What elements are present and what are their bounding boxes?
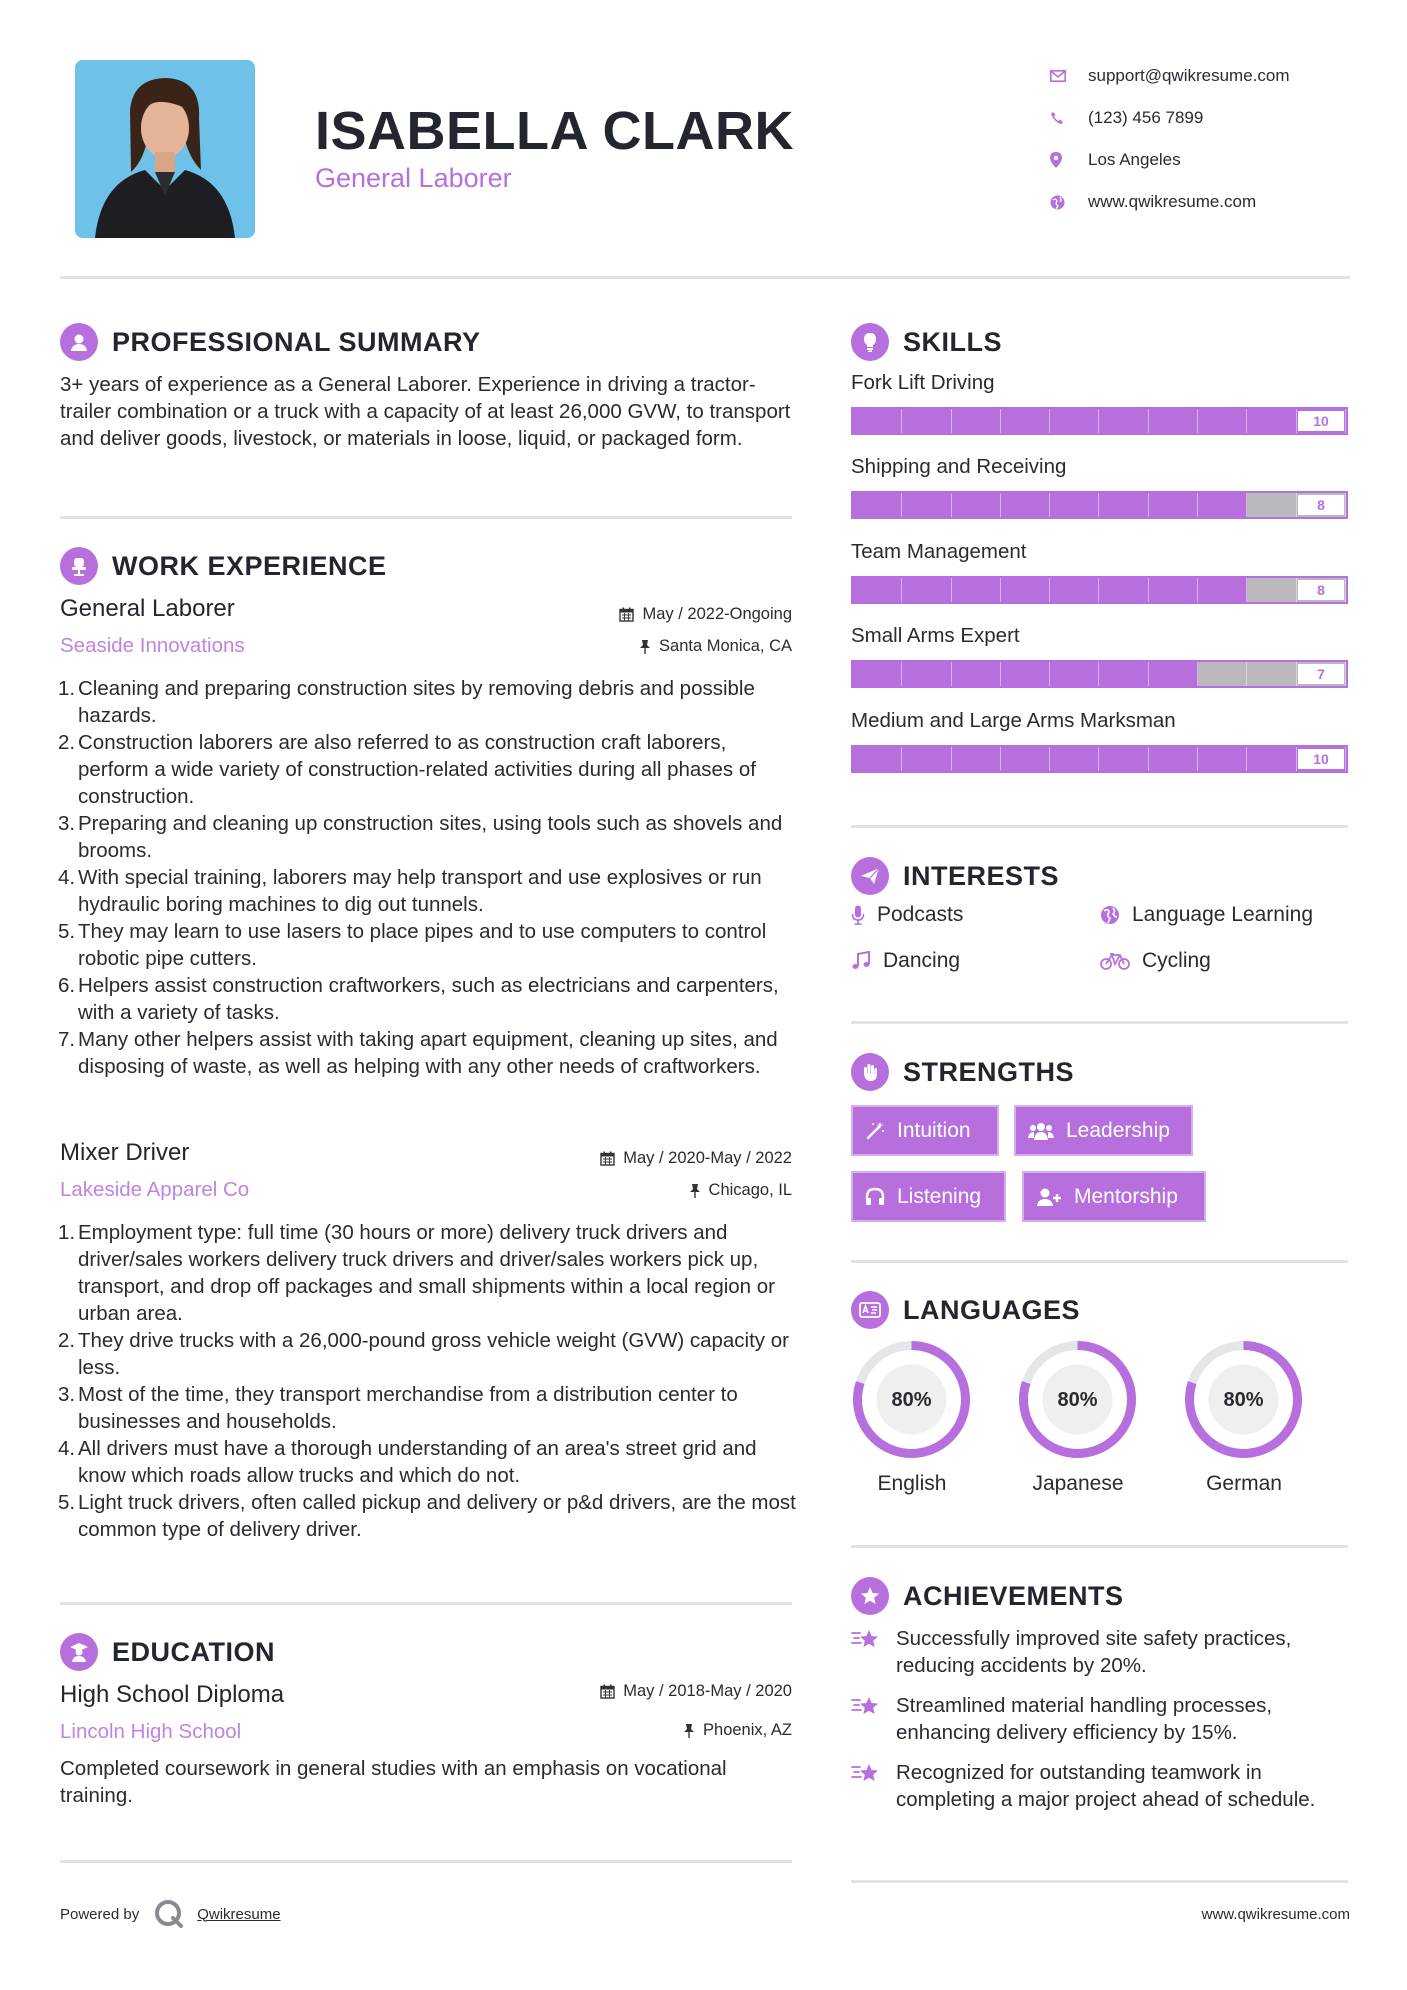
skill-bar-segment xyxy=(902,747,951,771)
skill-bar-segment xyxy=(1050,747,1099,771)
skill-bar-segment xyxy=(1001,493,1050,517)
skill-bar-segment xyxy=(1149,662,1198,686)
raised-hand-icon xyxy=(851,1053,889,1091)
job-title: Mixer Driver xyxy=(60,1139,190,1166)
language-name: English xyxy=(877,1472,947,1495)
contact-list xyxy=(1050,55,1380,223)
skill-level: 8 xyxy=(1298,495,1344,515)
skill-bar-segment xyxy=(1247,747,1296,771)
language-percent: 80% xyxy=(891,1389,932,1411)
interest-cycling: Cycling xyxy=(1100,949,1211,973)
skill-bar-segment xyxy=(1247,662,1296,686)
job-location: Chicago, IL xyxy=(532,1181,792,1200)
language-percent: 80% xyxy=(1223,1389,1264,1411)
skill-bar xyxy=(851,745,1348,773)
skill-bar-segment xyxy=(853,578,902,602)
skill-bar-segment xyxy=(1001,662,1050,686)
list-item: 4. All drivers must have a thorough understanding of an area's street grid and know which roads allow trucks and which do not. xyxy=(58,1437,757,1487)
skill-bar-segment xyxy=(1001,409,1050,433)
job-duties xyxy=(60,1219,800,1543)
strength-mentorship: Mentorship xyxy=(1022,1171,1206,1222)
contact-location xyxy=(1050,139,1380,181)
powered-by-text: Powered by xyxy=(60,1905,140,1923)
calendar-icon xyxy=(600,1684,615,1699)
skill-bar-segment xyxy=(1247,409,1296,433)
interest-language-learning: Language Learning xyxy=(1100,903,1313,927)
skill-bar-segment xyxy=(952,409,1001,433)
magic-wand-icon xyxy=(865,1121,885,1141)
education-school: Lincoln High School xyxy=(60,1720,242,1743)
skill-bar-segment xyxy=(853,493,902,517)
list-item: 7. Many other helpers assist with taking apart equipment, cleaning up sites, and disposing of waste, as well as helping with any other needs of craftworkers. xyxy=(58,1028,778,1078)
candidate-name: ISABELLA CLARK xyxy=(315,101,794,161)
skill-bar-segment xyxy=(1099,493,1148,517)
job-company: Lakeside Apparel Co xyxy=(60,1178,250,1201)
calendar-icon xyxy=(600,1151,615,1166)
skill-bar-segment xyxy=(1198,747,1247,771)
summary-heading: PROFESSIONAL SUMMARY xyxy=(60,323,481,361)
list-item: 5. Light truck drivers, often called pickup and delivery or p&d drivers, are the most common type of delivery driver. xyxy=(58,1491,796,1541)
shooting-star-icon xyxy=(851,1759,896,1813)
language-ring xyxy=(849,1337,974,1467)
list-item: 5. They may learn to use lasers to place pipes and to use computers to control robotic pipe cutters. xyxy=(58,920,767,970)
skill-bar-segment xyxy=(952,493,1001,517)
list-item: 3. Most of the time, they transport merchandise from a distribution center to businesses and households. xyxy=(58,1383,738,1433)
list-item: 2. Construction laborers are also referred to as construction craft laborers, perform a wide variety of construction-related activities during all phases of construction. xyxy=(58,731,756,808)
education-text: Completed coursework in general studies with an emphasis on vocational training. xyxy=(60,1757,727,1807)
qwikresume-logo-icon xyxy=(153,1898,185,1930)
list-item: 2. They drive trucks with a 26,000-pound gross vehicle weight (GVW) capacity or less. xyxy=(58,1329,789,1379)
education-degree: High School Diploma xyxy=(60,1681,285,1708)
graduate-icon xyxy=(60,1633,98,1671)
envelope-icon xyxy=(1050,70,1088,82)
education-location: Phoenix, AZ xyxy=(532,1721,792,1740)
skill-bar-segment xyxy=(1247,578,1296,602)
skill-bar xyxy=(851,491,1348,519)
strength-intuition: Intuition xyxy=(851,1105,999,1156)
education-date: May / 2018-May / 2020 xyxy=(532,1682,792,1701)
skill-bar-segment xyxy=(853,409,902,433)
skill-name: Shipping and Receiving xyxy=(851,455,1067,478)
skill-bar-segment xyxy=(853,747,902,771)
skill-bar-segment xyxy=(1099,578,1148,602)
achievement-item: Streamlined material handling processes, enhancing delivery efficiency by 15%. xyxy=(851,1692,1341,1746)
skills-divider xyxy=(851,825,1348,828)
language-percent: 80% xyxy=(1057,1389,1098,1411)
languages-divider xyxy=(851,1545,1348,1548)
skill-level: 8 xyxy=(1298,580,1344,600)
list-item: 1. Cleaning and preparing construction sites by removing debris and possible hazards. xyxy=(58,677,755,727)
skill-bar-segment xyxy=(1198,493,1247,517)
strengths-heading: STRENGTHS xyxy=(851,1053,1074,1091)
user-plus-icon xyxy=(1036,1187,1062,1207)
skill-bar-segment xyxy=(1149,493,1198,517)
skill-name: Small Arms Expert xyxy=(851,624,1020,647)
globe-icon xyxy=(1050,195,1088,210)
footer-website[interactable]: www.qwikresume.com xyxy=(1201,1906,1350,1923)
skill-level: 10 xyxy=(1298,411,1344,431)
skill-bar-segment xyxy=(1001,578,1050,602)
skill-bar-segment xyxy=(1198,662,1247,686)
calendar-icon xyxy=(619,607,634,622)
language-ring xyxy=(1181,1337,1306,1467)
users-icon xyxy=(1028,1121,1054,1141)
bicycle-icon xyxy=(1100,951,1130,971)
skill-bar-segment xyxy=(902,662,951,686)
contact-website-text: www.qwikresume.com xyxy=(1088,192,1257,211)
music-icon xyxy=(851,951,871,971)
interest-dancing: Dancing xyxy=(851,949,960,973)
skill-bar-segment xyxy=(1050,578,1099,602)
strengths-divider xyxy=(851,1260,1348,1263)
interests-heading: INTERESTS xyxy=(851,857,1059,895)
list-item: 1. Employment type: full time (30 hours or more) delivery truck drivers and driver/sales workers delivery truck drivers and driver/sales workers pick up, transport, and drop off packages and small shipments within a local region or urban area. xyxy=(58,1221,776,1325)
skill-bar-segment xyxy=(853,662,902,686)
skill-bar xyxy=(851,407,1348,435)
achievement-item: Successfully improved site safety practices, reducing accidents by 20%. xyxy=(851,1625,1341,1679)
star-badge-icon xyxy=(851,1577,889,1615)
contact-website[interactable] xyxy=(1050,181,1380,223)
skills-heading: SKILLS xyxy=(851,323,1002,361)
education-heading: EDUCATION xyxy=(60,1633,275,1671)
summary-text: 3+ years of experience as a General Laborer. Experience in driving a tractor-trailer combination or a truck with a capacity of at least 26,000 GVW, to transport and deliver goods, livestock, or materials in loose, liquid, or packaged form. xyxy=(60,373,791,450)
globe-icon xyxy=(1100,905,1120,925)
brand-link[interactable]: Qwikresume xyxy=(197,1905,281,1923)
job-date: May / 2020-May / 2022 xyxy=(532,1149,792,1168)
skill-bar-segment xyxy=(902,409,951,433)
headphones-icon xyxy=(865,1187,885,1207)
microphone-icon xyxy=(851,905,865,925)
skill-bar-segment xyxy=(902,493,951,517)
list-item: 6. Helpers assist construction craftworkers, such as electricians and carpenters, with a variety of tasks. xyxy=(58,974,779,1024)
profile-photo xyxy=(75,60,255,238)
briefcase-chair-icon xyxy=(60,547,98,585)
skill-level: 7 xyxy=(1298,664,1344,684)
strength-listening: Listening xyxy=(851,1171,1006,1222)
work-divider xyxy=(60,1602,792,1605)
skill-bar-segment xyxy=(952,662,1001,686)
shooting-star-icon xyxy=(851,1692,896,1746)
skill-bar-segment xyxy=(952,747,1001,771)
pushpin-icon xyxy=(683,1723,695,1738)
footer-branding xyxy=(60,1898,281,1930)
skill-bar-segment xyxy=(1050,493,1099,517)
skill-bar-segment xyxy=(1149,578,1198,602)
skill-bar-segment xyxy=(1001,747,1050,771)
skill-name: Fork Lift Driving xyxy=(851,371,995,394)
language-name: German xyxy=(1206,1472,1282,1495)
pushpin-icon xyxy=(639,639,651,654)
skill-name: Team Management xyxy=(851,540,1027,563)
skill-bar-segment xyxy=(1099,747,1148,771)
skill-bar-segment xyxy=(1050,662,1099,686)
skill-bar-segment xyxy=(952,578,1001,602)
achievements-divider xyxy=(851,1880,1348,1883)
skill-bar-segment xyxy=(1050,409,1099,433)
list-item: 4. With special training, laborers may help transport and use explosives or run hydraulic boring machines to dig out tunnels. xyxy=(58,866,762,916)
summary-divider xyxy=(60,516,792,519)
job-location: Santa Monica, CA xyxy=(532,637,792,656)
interest-podcasts: Podcasts xyxy=(851,903,963,927)
skill-bar-segment xyxy=(1149,747,1198,771)
list-item: 3. Preparing and cleaning up construction sites, using tools such as shovels and brooms. xyxy=(58,812,783,862)
paper-plane-icon xyxy=(851,857,889,895)
skill-level: 10 xyxy=(1298,749,1344,769)
job-date: May / 2022-Ongoing xyxy=(532,605,792,624)
shooting-star-icon xyxy=(851,1625,896,1679)
skill-bar-segment xyxy=(1099,409,1148,433)
work-heading: WORK EXPERIENCE xyxy=(60,547,387,585)
contact-phone[interactable] xyxy=(1050,97,1380,139)
skill-bar xyxy=(851,660,1348,688)
skill-bar-segment xyxy=(1247,493,1296,517)
language-name: Japanese xyxy=(1032,1472,1124,1495)
contact-email-text: support@qwikresume.com xyxy=(1088,66,1290,85)
skill-bar-segment xyxy=(1149,409,1198,433)
education-divider xyxy=(60,1860,792,1863)
skill-bar-segment xyxy=(1099,662,1148,686)
lightbulb-icon xyxy=(851,323,889,361)
languages-heading: LANGUAGES xyxy=(851,1291,1080,1329)
phone-icon xyxy=(1050,111,1088,125)
achievement-item: Recognized for outstanding teamwork in completing a major project ahead of schedule. xyxy=(851,1759,1341,1813)
map-pin-icon xyxy=(1050,152,1088,168)
user-icon xyxy=(60,323,98,361)
strength-leadership: Leadership xyxy=(1014,1105,1193,1156)
achievements-heading: ACHIEVEMENTS xyxy=(851,1577,1124,1615)
language-ring xyxy=(1015,1337,1140,1467)
job-title: General Laborer xyxy=(60,595,235,622)
pushpin-icon xyxy=(689,1183,701,1198)
interests-divider xyxy=(851,1021,1348,1024)
skill-bar-segment xyxy=(1198,578,1247,602)
contact-phone-text: (123) 456 7899 xyxy=(1088,108,1204,127)
contact-location-text: Los Angeles xyxy=(1088,150,1181,169)
contact-email[interactable] xyxy=(1050,55,1380,97)
job-company: Seaside Innovations xyxy=(60,634,245,657)
skill-bar-segment xyxy=(1198,409,1247,433)
skill-bar-segment xyxy=(902,578,951,602)
header-divider xyxy=(60,276,1350,279)
candidate-title: General Laborer xyxy=(315,163,512,193)
job-duties xyxy=(60,675,800,1080)
language-card-icon xyxy=(851,1291,889,1329)
skill-name: Medium and Large Arms Marksman xyxy=(851,709,1176,732)
skill-bar xyxy=(851,576,1348,604)
